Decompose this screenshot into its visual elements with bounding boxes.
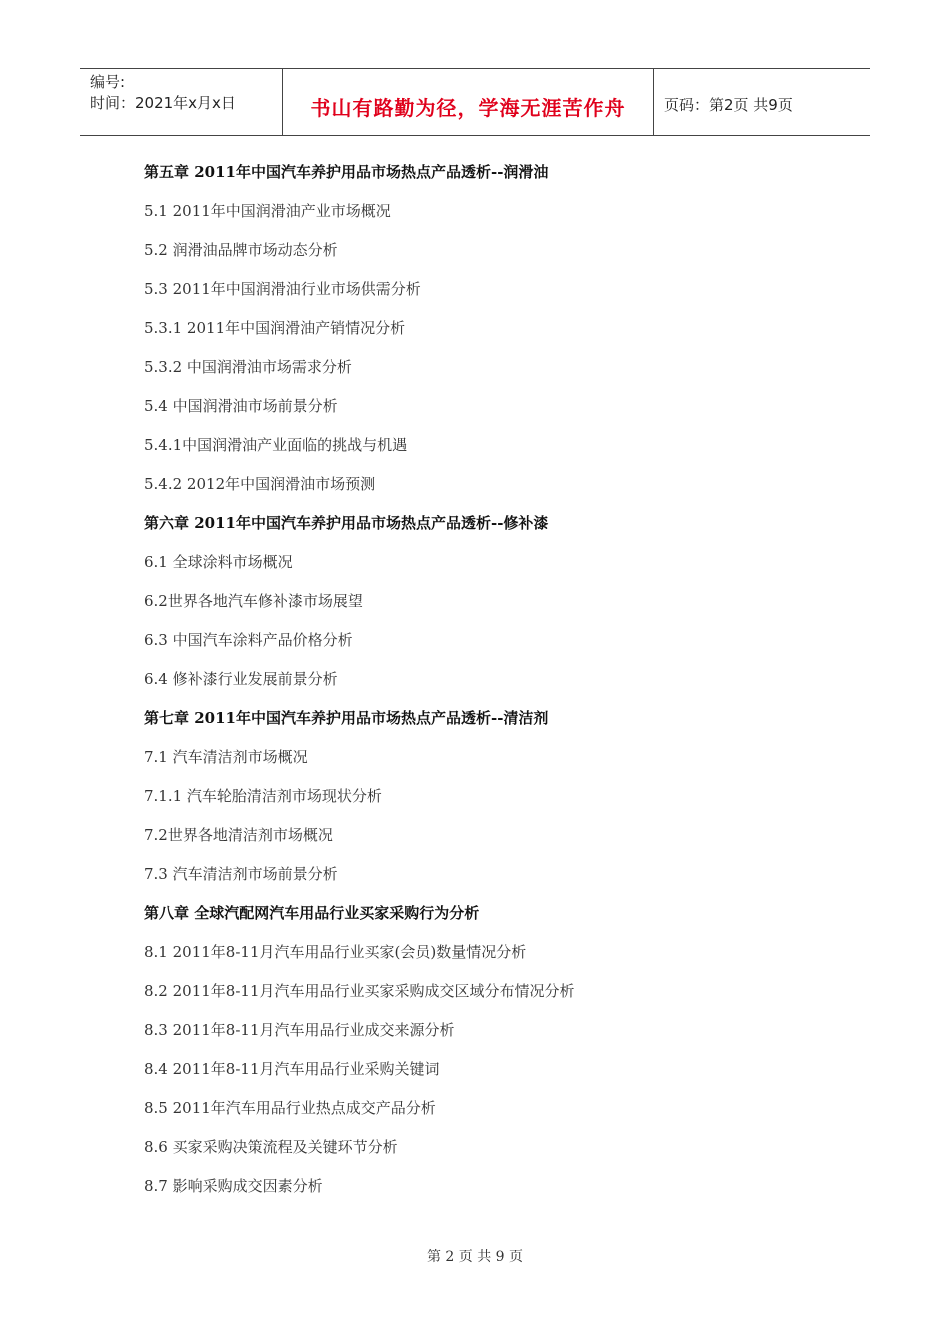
header-meta bbox=[80, 69, 282, 135]
toc-chapter-heading: 第七章 2011年中国汽车养护用品市场热点产品透析--清洁剂 bbox=[144, 709, 549, 727]
toc-item: 5.3.2 中国润滑油市场需求分析 bbox=[144, 358, 352, 376]
page-info-text: 页码：第2页 共9页 bbox=[664, 95, 793, 114]
toc-item: 8.4 2011年8-11月汽车用品行业采购关键词 bbox=[144, 1060, 440, 1078]
toc-item: 7.1.1 汽车轮胎清洁剂市场现状分析 bbox=[144, 787, 382, 805]
toc-item: 6.3 中国汽车涂料产品价格分析 bbox=[144, 631, 353, 649]
toc-item: 8.7 影响采购成交因素分析 bbox=[144, 1177, 323, 1195]
toc-item: 5.4.1中国润滑油产业面临的挑战与机遇 bbox=[144, 436, 408, 454]
toc-item: 8.5 2011年汽车用品行业热点成交产品分析 bbox=[144, 1099, 436, 1117]
toc-item: 5.4.2 2012年中国润滑油市场预测 bbox=[144, 475, 376, 493]
toc-item: 8.2 2011年8-11月汽车用品行业买家采购成交区域分布情况分析 bbox=[144, 982, 575, 1000]
toc-item: 8.1 2011年8-11月汽车用品行业买家(会员)数量情况分析 bbox=[144, 943, 527, 961]
page-footer bbox=[0, 1246, 950, 1266]
toc-item: 5.3 2011年中国润滑油行业市场供需分析 bbox=[144, 280, 421, 298]
date-line: 时间：2021年x月x日 bbox=[90, 94, 236, 112]
serial-label: 编号: bbox=[90, 73, 126, 91]
toc-item: 8.6 买家采购决策流程及关键环节分析 bbox=[144, 1138, 398, 1156]
toc-item: 7.1 汽车清洁剂市场概况 bbox=[144, 748, 308, 766]
header-page-info bbox=[654, 69, 870, 135]
toc-chapter-heading: 第八章 全球汽配网汽车用品行业买家采购行为分析 bbox=[144, 904, 480, 922]
header-motto bbox=[282, 69, 654, 135]
toc-chapter-heading: 第六章 2011年中国汽车养护用品市场热点产品透析--修补漆 bbox=[144, 514, 549, 532]
toc-item: 6.1 全球涂料市场概况 bbox=[144, 553, 293, 571]
toc-item: 6.2世界各地汽车修补漆市场展望 bbox=[144, 592, 363, 610]
toc-chapter-heading: 第五章 2011年中国汽车养护用品市场热点产品透析--润滑油 bbox=[144, 163, 549, 181]
motto-text: 书山有路勤为径，学海无涯苦作舟 bbox=[310, 95, 626, 120]
toc-item: 7.2世界各地清洁剂市场概况 bbox=[144, 826, 333, 844]
toc-item: 7.3 汽车清洁剂市场前景分析 bbox=[144, 865, 338, 883]
toc-item: 5.3.1 2011年中国润滑油产销情况分析 bbox=[144, 319, 406, 337]
toc-item: 6.4 修补漆行业发展前景分析 bbox=[144, 670, 338, 688]
toc-item: 5.2 润滑油品牌市场动态分析 bbox=[144, 241, 338, 259]
footer-page-number: 第 2 页 共 9 页 bbox=[426, 1249, 524, 1265]
toc-item: 5.1 2011年中国润滑油产业市场概况 bbox=[144, 202, 391, 220]
toc-item: 8.3 2011年8-11月汽车用品行业成交来源分析 bbox=[144, 1021, 455, 1039]
table-of-contents bbox=[144, 158, 844, 1211]
page-header bbox=[80, 68, 870, 136]
toc-item: 5.4 中国润滑油市场前景分析 bbox=[144, 397, 338, 415]
